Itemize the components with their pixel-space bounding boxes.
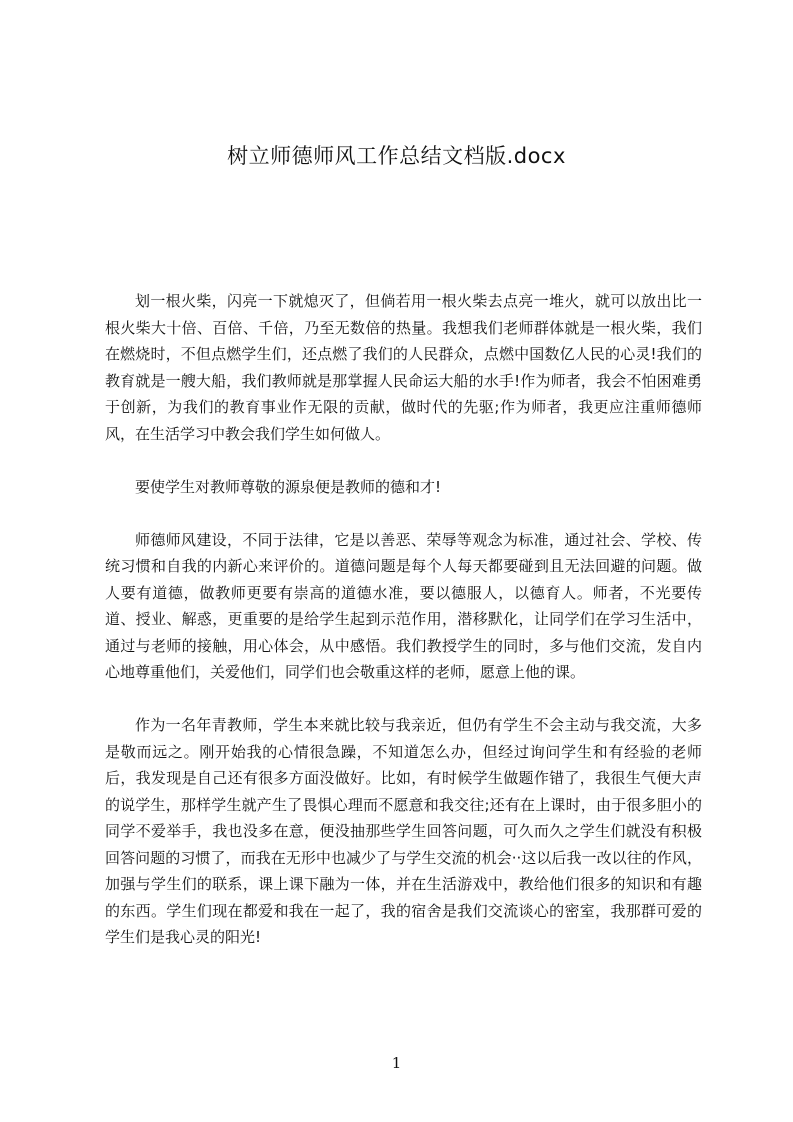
page-number: 1: [391, 1054, 402, 1072]
document-body: [105, 288, 702, 951]
paragraph-3: 师德师风建设，不同于法律，它是以善恶、荣辱等观念为标准，通过社会、学校、传统习惯和自我的内新心来评价的。道德问题是每个人每天都要碰到且无法回避的问题。做人要有道德，做教师更要有崇高的道德水准，要以德服人，以德育人。师者，不光要传道、授业、解惑，更重要的是给学生起到示范作用，潜移默化，让同学们在学习生活中，通过与老师的接触，用心体会，从中感悟。我们教授学生的同时，多与他们交流，发自内心地尊重他们，关爱他们，同学们也会敬重这样的老师，愿意上他的课。: [105, 530, 702, 681]
paragraph-1: 划一根火柴，闪亮一下就熄灭了，但倘若用一根火柴去点亮一堆火，就可以放出比一根火柴大十倍、百倍、千倍，乃至无数倍的热量。我想我们老师群体就是一根火柴，我们在燃烧时，不但点燃学生们，还点燃了我们的人民群众，点燃中国数亿人民的心灵!我们的教育就是一艘大船，我们教师就是那掌握人民命运大船的水手!作为师者，我会不怕困难勇于创新，为我们的教育事业作无限的贡献，做时代的先驱;作为师者，我更应注重师德师风，在生活学习中教会我们学生如何做人。: [105, 292, 702, 443]
paragraph-4: 作为一名年青教师，学生本来就比较与我亲近，但仍有学生不会主动与我交流，大多是敬而远之。刚开始我的心情很急躁，不知道怎么办，但经过询问学生和有经验的老师后，我发现是自己还有很多方面没做好。比如，有时候学生做题作错了，我很生气便大声的说学生，那样学生就产生了畏惧心理而不愿意和我交往;还有在上课时，由于很多胆小的同学不爱举手，我也没多在意，便没抽那些学生回答问题，可久而久之学生们就没有积极回答问题的习惯了，而我在无形中也减少了与学生交流的机会··这以后我一改以往的作风，加强与学生们的联系，课上课下融为一体，并在生活游戏中，教给他们很多的知识和有趣的东西。学生们现在都爱和我在一起了，我的宿舍是我们交流谈心的密室，我那群可爱的学生们是我心灵的阳光!: [105, 716, 702, 946]
document-title: 树立师德师风工作总结文档版.docx: [227, 144, 566, 168]
paragraph-2: 要使学生对教师尊敬的源泉便是教师的德和才!: [135, 477, 442, 496]
